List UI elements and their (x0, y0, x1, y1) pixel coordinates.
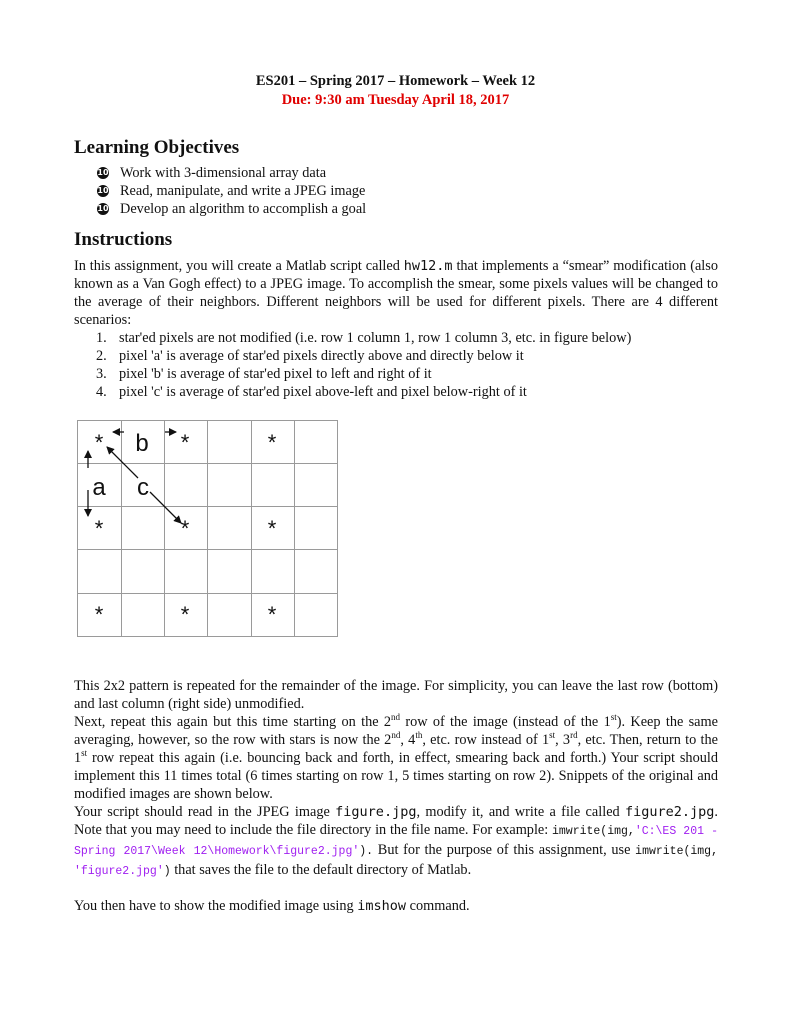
list-item: 10 Read, manipulate, and write a JPEG image (97, 183, 366, 199)
list-item: 10 Develop an algorithm to accomplish a goal (97, 201, 367, 217)
code-example-short: imwrite(img, 'figure2.jpg') (74, 845, 718, 878)
star-marker: * (94, 516, 104, 541)
pattern-paragraph: This 2x2 pattern is repeated for the remainder of the image. For simplicity, you can leave the last row (bottom) and last column (right side) unmodified. (74, 678, 718, 712)
bullet-icon: 10 (97, 204, 109, 213)
code-example-full-path: imwrite(img,'C:\ES 201 - Spring 2017\Week 12\Homework\figure2.jpg'). (74, 825, 718, 858)
due-date: Due: 9:30 am Tuesday April 18, 2017 (281, 92, 510, 108)
instructions-intro: In this assignment, you will create a Matlab script called hw12.m that implements a “smear” modification (also known as a Van Gogh effect) to a JPEG image. To accomplish the smear, some pixels values will be changed to the average of their neighbors. Different neighbors will be used for different pixels. There are 4 different scenarios: (74, 258, 718, 328)
list-item: 1. star'ed pixels are not modified (i.e. row 1 column 1, row 1 column 3, etc. in figure below) (96, 330, 632, 346)
pixel-label-c: c (137, 474, 149, 501)
grid-lines (77, 420, 338, 637)
star-marker: * (180, 516, 190, 541)
repeat-paragraph: Next, repeat this again but this time starting on the 2nd row of the image (instead of the 1st). Keep the same averaging, however, so the row with stars is now the 2nd, 4th, etc. row instead of 1st, 3rd, etc. Then, return to the 1st row repeat this again (i.e. bouncing back and forth, in effect, smearing back and forth.) Your script should implement this 11 times total (6 times starting on row 1, 5 times starting on row 2). Snippets of the original and modified images are shown below. (74, 712, 719, 802)
page-title: ES201 – Spring 2017 – Homework – Week 12 (255, 73, 536, 89)
output-filename: figure2.jpg (625, 804, 715, 820)
star-marker: * (267, 430, 277, 455)
star-marker: * (180, 430, 190, 455)
star-marker: * (180, 602, 190, 627)
star-marker: * (94, 602, 104, 627)
star-marker: * (267, 516, 277, 541)
bullet-icon: 10 (97, 168, 109, 177)
list-item: 2. pixel 'a' is average of star'ed pixels directly above and directly below it (96, 348, 524, 364)
list-item: 4. pixel 'c' is average of star'ed pixel above-left and pixel below-right of it (96, 384, 527, 400)
file-io-paragraph: Your script should read in the JPEG image figure.jpg, modify it, and write a file called figure2.jpg. Note that you may need to include the file directory in the file name. For example: imwrite(img,'C:\ES 201 - Spring 2017\Week 12\Homework\figure2.jpg'). But for the purpose of this assignment, use imwrite(img, 'figure2.jpg') that saves the file to the default directory of Matlab. (74, 804, 718, 878)
learning-objectives-heading: Learning Objectives (74, 137, 240, 158)
arrow-down-right (150, 492, 181, 523)
list-item: 3. pixel 'b' is average of star'ed pixel to left and right of it (96, 366, 432, 382)
imshow-paragraph: You then have to show the modified image using imshow command. (74, 898, 470, 914)
star-marker: * (94, 430, 104, 455)
bullet-icon: 10 (97, 186, 109, 195)
imshow-command: imshow (357, 898, 407, 914)
star-marker: * (267, 602, 277, 627)
arrow-up-left (107, 447, 138, 478)
pixel-label-b: b (135, 430, 149, 457)
instructions-heading: Instructions (74, 229, 173, 250)
list-item: 10 Work with 3-dimensional array data (97, 165, 327, 181)
input-filename: figure.jpg (335, 804, 417, 820)
script-filename: hw12.m (403, 258, 453, 274)
pixel-label-a: a (92, 474, 106, 501)
